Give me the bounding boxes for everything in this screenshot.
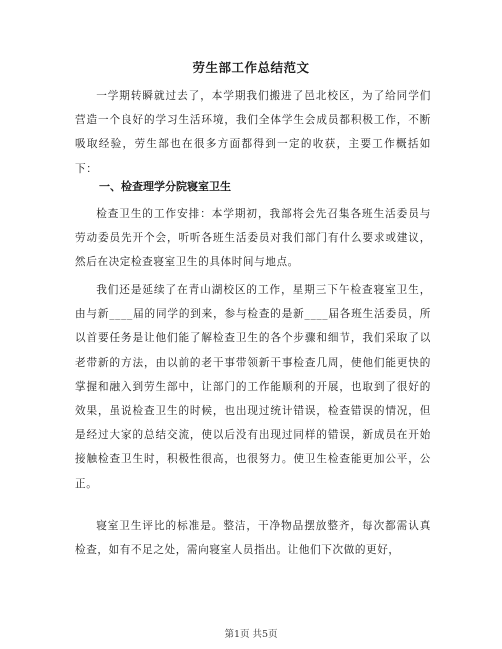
- section-paragraph-1-text: 检查卫生的工作安排：本学期初，我部将会先召集各班生活委员与劳动委员先开个会，听听各班生活委员对我们部门有什么要求或建议，然后在决定检查寝室卫生的具体时间与地点。: [75, 208, 431, 269]
- section-paragraph-2: [75, 278, 431, 496]
- intro-text: 一学期转瞬就过去了，本学期我们搬进了邑北校区，为了给同学们营造一个良好的学习生活环境，我们全体学生会成员都积极工作，不断吸取经验，劳生部也在很多方面都得到一定的收获，主要工作概括如下：: [75, 90, 431, 175]
- intro-paragraph: [75, 84, 431, 181]
- section-paragraph-3-text: 寝室卫生评比的标准是。整洁，干净物品摆放整齐，每次都需认真检查，如有不足之处，需向寝室人员指出。让他们下次做的更好，: [75, 520, 431, 557]
- section-paragraph-1: [75, 202, 431, 275]
- section-paragraph-2-text: 我们还是延续了在青山湖校区的工作，星期三下午检查寝室卫生，由与新____届的同学的到来，参与检查的是新____届各班生活委员，所以首要任务是让他们能了解检查卫生的各个步骤和细节，我们采取了以老带新的方法，由以前的老干事带领新干事检查几周，使他们能更快的掌握和融入到劳生部中，让部门的工作能顺利的开展，也取到了很好的效果，虽说检查卫生的时候，也出现过统计错误，检查错误的情况，但是经过大家的总结交流，使以后没有出现过同样的错误，新成员在开始接触检查卫生时，积极性很高，也很努力。使卫生检查能更加公平，公正。: [75, 284, 431, 490]
- document-title: 劳生部工作总结范文: [192, 60, 310, 75]
- section-paragraph-3: [75, 514, 431, 562]
- section-heading: 一、检查理学分院寝室卫生: [99, 180, 231, 193]
- page-number: 第1页 共5页: [224, 629, 278, 640]
